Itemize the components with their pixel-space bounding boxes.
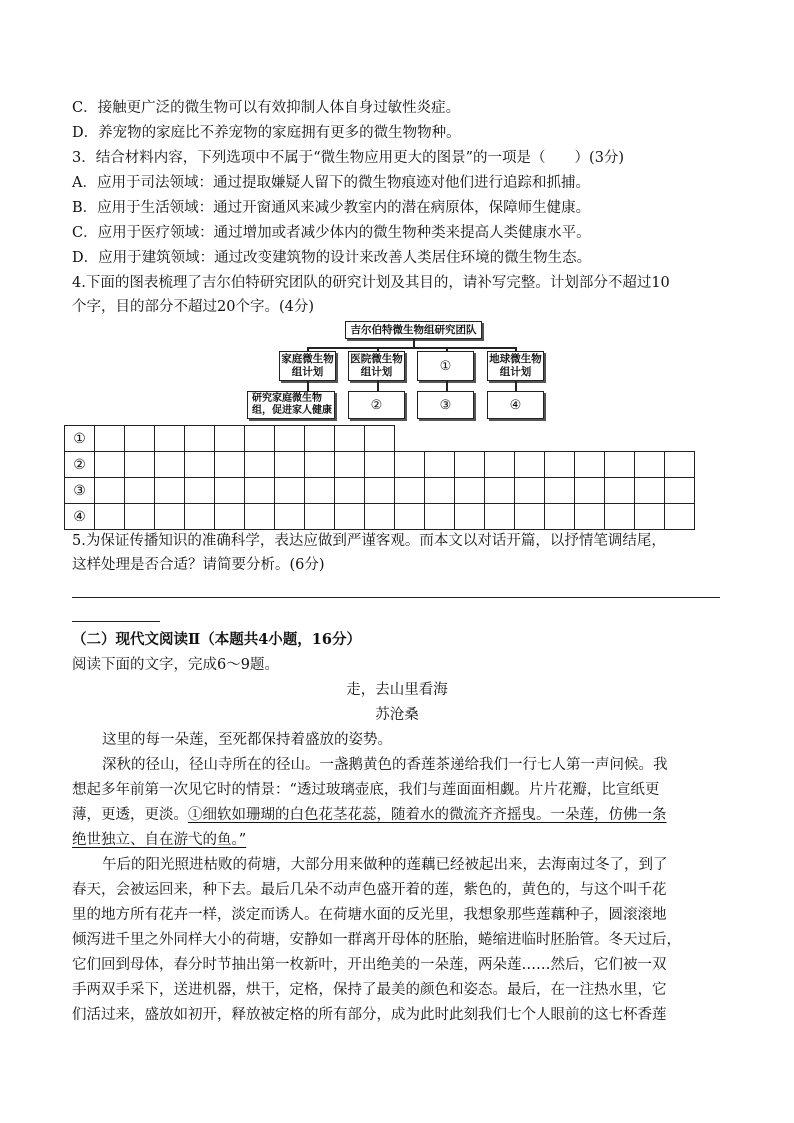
- grid-cell[interactable]: [515, 504, 545, 530]
- answer-line[interactable]: [72, 597, 720, 598]
- goal-box-4-blank: ④: [487, 391, 544, 419]
- grid-cell[interactable]: [455, 504, 485, 530]
- q5-stem-line2: 这样处理是否合适？请简要分析。(6分): [72, 557, 325, 573]
- grid-cell[interactable]: [335, 426, 365, 452]
- grid-cell[interactable]: [335, 478, 365, 504]
- grid-cell[interactable]: [425, 504, 455, 530]
- q5-stem-line1: 5.为保证传播知识的准确科学，表达应做到严谨客观。而本文以对话开篇，以抒情笔调结尾，: [72, 533, 666, 549]
- grid-cell[interactable]: [545, 452, 575, 478]
- diagram-link-3: [446, 381, 448, 391]
- grid-cell[interactable]: [335, 452, 365, 478]
- q4-stem-line2: 个字，目的部分不超过20个字。(4分): [72, 299, 314, 315]
- grid-row-3: [65, 478, 725, 504]
- goal-box-3-blank: ③: [417, 391, 474, 419]
- plan-box-2: 医院微生物组计划: [348, 351, 405, 381]
- grid-cell[interactable]: [155, 504, 185, 530]
- para-3-line7: 们活过来，盛放如初开，释放被定格的所有部分，成为此时此刻我们七个人眼前的这七杯香莲: [72, 1007, 667, 1023]
- grid-cell[interactable]: [155, 452, 185, 478]
- grid-cell[interactable]: [515, 478, 545, 504]
- grid-cell[interactable]: [425, 478, 455, 504]
- para-3-line6: 手两双手采下，送进机器，烘干，定格，保持了最美的颜色和姿态。最后，在一注热水里，它: [72, 982, 667, 998]
- para-1: 这里的每一朵莲，至死都保持着盛放的姿势。: [102, 732, 392, 748]
- diagram-link-1: [307, 381, 309, 391]
- grid-cell[interactable]: [125, 478, 155, 504]
- grid-cell[interactable]: [215, 452, 245, 478]
- grid-cell[interactable]: [305, 426, 335, 452]
- grid-cell[interactable]: [365, 426, 395, 452]
- q3-option-c: C．应用于医疗领域：通过增加或者减少体内的微生物种类来提高人类健康水平。: [72, 225, 591, 241]
- underlined-sentence-1: ①细软如珊瑚的白色花茎花蕊，随着水的微流齐齐摇曳。一朵莲，仿佛一条: [188, 807, 667, 823]
- grid-cell[interactable]: [215, 478, 245, 504]
- diagram-link-2: [377, 381, 379, 391]
- grid-cell[interactable]: [275, 452, 305, 478]
- grid-cell[interactable]: [275, 478, 305, 504]
- grid-cell[interactable]: [515, 452, 545, 478]
- grid-cell[interactable]: [365, 478, 395, 504]
- para-3-line4: 倾泻进千里之外同样大小的荷塘，安静如一群离开母体的胚胎，蜷缩进临时胚胎管。冬天过后，: [72, 932, 681, 948]
- grid-cell[interactable]: [665, 452, 695, 478]
- grid-cell[interactable]: [485, 478, 515, 504]
- grid-cell[interactable]: [305, 504, 335, 530]
- grid-cell[interactable]: [155, 426, 185, 452]
- grid-cell[interactable]: [635, 452, 665, 478]
- grid-cell[interactable]: [575, 504, 605, 530]
- q2-option-d: D．养宠物的家庭比不养宠物的家庭拥有更多的微生物物种。: [72, 125, 461, 141]
- grid-cell[interactable]: [185, 478, 215, 504]
- grid-cell[interactable]: [275, 504, 305, 530]
- grid-cell[interactable]: [605, 504, 635, 530]
- grid-cell[interactable]: [365, 504, 395, 530]
- para-2-line3-text: 薄，更透，更淡。: [72, 807, 188, 823]
- goal-box-1: 研究家庭微生物组，促进家人健康: [247, 391, 335, 419]
- grid-cell[interactable]: [455, 452, 485, 478]
- grid-cell[interactable]: [425, 452, 455, 478]
- article-title: 走，去山里看海: [346, 682, 448, 698]
- underlined-sentence-1-cont: 绝世独立、自在游弋的鱼。”: [72, 832, 247, 848]
- grid-cell[interactable]: [395, 478, 425, 504]
- para-3-line5: 它们回到母体，春分时节抽出第一枚新叶，开出绝美的一朵莲，两朵莲……然后，它们被一双: [72, 957, 667, 973]
- grid-cell[interactable]: [155, 478, 185, 504]
- grid-cell[interactable]: [395, 452, 425, 478]
- grid-cell[interactable]: [125, 452, 155, 478]
- section2-heading: （二）现代文阅读Ⅱ（本题共4小题，16分）: [72, 631, 361, 648]
- grid-cell[interactable]: [365, 452, 395, 478]
- diagram-branch-line: [307, 347, 516, 349]
- q3-option-a: A．应用于司法领域：通过提取嫌疑人留下的微生物痕迹对他们进行追踪和抓捕。: [72, 175, 590, 191]
- grid-cell[interactable]: [215, 426, 245, 452]
- grid-cell[interactable]: [395, 504, 425, 530]
- grid-cell[interactable]: [665, 504, 695, 530]
- plan-box-4: 地球微生物组计划: [487, 351, 544, 381]
- grid-row-label: ①: [65, 426, 95, 452]
- divider-short: [72, 621, 160, 622]
- para-2-line1: 深秋的径山，径山寺所在的径山。一盏鹅黄色的香莲茶递给我们一行七人第一声问候。我: [102, 757, 668, 773]
- para-2-line3: [72, 805, 667, 825]
- grid-cell[interactable]: [635, 504, 665, 530]
- grid-row-label: ③: [65, 478, 95, 504]
- grid-row-1: [65, 426, 725, 452]
- para-3-line3: 里的地方所有花卉一样，淡定而诱人。在荷塘水面的反光里，我想象那些莲藕种子，圆滚滚地: [72, 907, 667, 923]
- grid-row-label: ④: [65, 504, 95, 530]
- grid-cell[interactable]: [245, 452, 275, 478]
- grid-cell[interactable]: [335, 504, 365, 530]
- q3-stem: 3．结合材料内容，下列选项中不属于“微生物应用更大的图景”的一项是（ ）(3分): [72, 150, 625, 166]
- para-3-line2: 春天，会被运回来，种下去。最后几朵不动声色盛开着的莲，紫色的，黄色的，与这个叫千花: [72, 882, 667, 898]
- grid-cell[interactable]: [305, 452, 335, 478]
- diagram-link-4: [515, 381, 517, 391]
- article-author: 苏沧桑: [375, 707, 419, 723]
- grid-cell[interactable]: [245, 426, 275, 452]
- grid-cell[interactable]: [95, 504, 125, 530]
- grid-cell[interactable]: [95, 452, 125, 478]
- grid-cell[interactable]: [185, 426, 215, 452]
- grid-cell[interactable]: [95, 478, 125, 504]
- diagram-root: 吉尔伯特微生物组研究团队: [345, 321, 482, 339]
- section2-instruction: 阅读下面的文字，完成6～9题。: [72, 657, 279, 673]
- grid-row-2: [65, 452, 725, 478]
- grid-cell[interactable]: [485, 452, 515, 478]
- grid-cell[interactable]: [185, 504, 215, 530]
- grid-cell[interactable]: [185, 452, 215, 478]
- q3-option-d: D．应用于建筑领域：通过改变建筑物的设计来改善人类居住环境的微生物生态。: [72, 250, 592, 266]
- grid-cell[interactable]: [545, 504, 575, 530]
- plan-box-1: 家庭微生物组计划: [279, 351, 336, 381]
- grid-row-4: [65, 504, 725, 530]
- grid-cell[interactable]: [305, 478, 335, 504]
- grid-cell[interactable]: [455, 478, 485, 504]
- grid-cell[interactable]: [245, 478, 275, 504]
- grid-cell[interactable]: [125, 426, 155, 452]
- q3-option-b: B．应用于生活领域：通过开窗通风来减少教室内的潜在病原体，保障师生健康。: [72, 200, 591, 216]
- grid-cell[interactable]: [275, 426, 305, 452]
- para-3-line1: 午后的阳光照进枯败的荷塘，大部分用来做种的莲藕已经被起出来，去海南过冬了，到了: [102, 857, 668, 873]
- grid-cell[interactable]: [95, 426, 125, 452]
- grid-cell[interactable]: [125, 504, 155, 530]
- grid-cell[interactable]: [635, 478, 665, 504]
- grid-cell[interactable]: [485, 504, 515, 530]
- grid-cell[interactable]: [245, 504, 275, 530]
- grid-cell[interactable]: [575, 478, 605, 504]
- para-2-line2: 想起多年前第一次见它时的情景：“透过玻璃壶底，我们与莲面面相觑。片片花瓣，比宣纸更: [72, 782, 660, 798]
- grid-row-label: ②: [65, 452, 95, 478]
- grid-cell[interactable]: [605, 478, 635, 504]
- q2-option-c: C．接触更广泛的微生物可以有效抑制人体自身过敏性炎症。: [72, 100, 461, 116]
- grid-cell[interactable]: [545, 478, 575, 504]
- plan-box-3-blank: ①: [417, 351, 474, 381]
- grid-cell[interactable]: [575, 452, 605, 478]
- grid-cell[interactable]: [665, 478, 695, 504]
- grid-cell[interactable]: [215, 504, 245, 530]
- q4-stem-line1: 4.下面的图表梳理了吉尔伯特研究团队的研究计划及其目的，请补写完整。计划部分不超过10: [72, 275, 670, 291]
- goal-box-2-blank: ②: [348, 391, 405, 419]
- answer-grid: [64, 425, 725, 530]
- grid-cell[interactable]: [605, 452, 635, 478]
